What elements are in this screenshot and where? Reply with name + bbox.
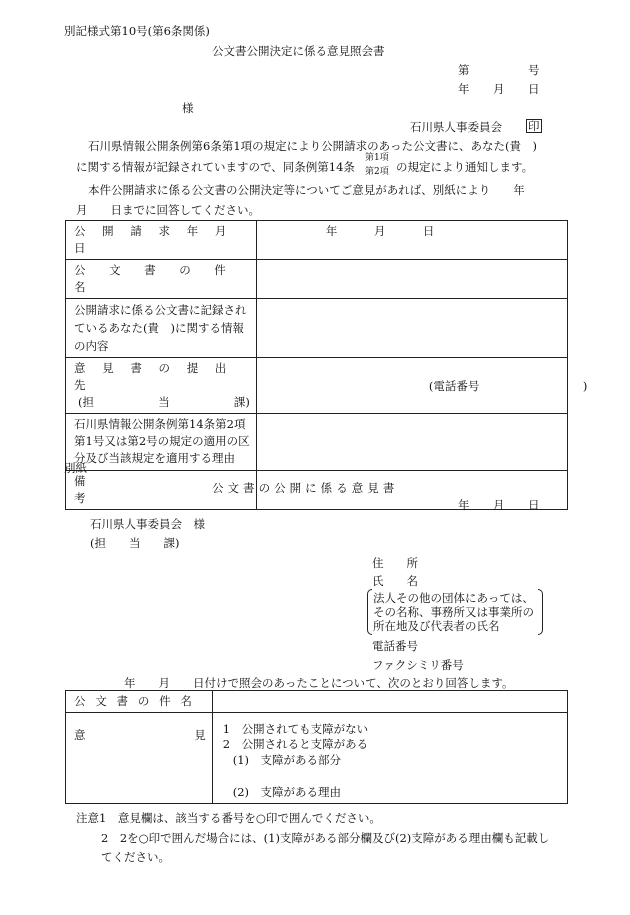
opinion-table: [65, 690, 568, 804]
form-number: 別記様式第10号(第6条関係): [64, 24, 210, 38]
body-line-2b: の規定により通知します。: [396, 160, 534, 174]
hindrance-part: (1) 支障がある部分: [232, 753, 342, 767]
table-row: [66, 299, 568, 358]
request-date-month: 月: [373, 224, 386, 238]
info-content-value[interactable]: [256, 299, 567, 358]
clause-reason-label: 石川県情報公開条例第14条第2項第1号又は第2号の規定の適用の区分及び当該規定を適用する理由: [74, 417, 250, 465]
number-dai: 第: [458, 63, 470, 77]
reply-statement: 年 月 日付けで照会のあったことについて、次のとおり回答します。: [124, 676, 514, 690]
document-title-label: 公文書の件名: [74, 263, 250, 294]
bracket-right: [538, 589, 543, 635]
table-row: [66, 260, 568, 299]
form2-addressee-section: (担 当 課): [90, 536, 180, 550]
section-close: 課): [233, 395, 250, 409]
fax-label: ファクシミリ番号: [372, 658, 464, 672]
body-line-1: 石川県情報公開条例第6条第1項の規定により公開請求のあった公文書に、あなた(貴 ): [88, 139, 537, 153]
date-day-label: 日: [528, 82, 540, 96]
document-title-value[interactable]: [256, 260, 567, 299]
opinion-label: [74, 727, 206, 744]
sender-name: 石川県人事委員会: [410, 120, 502, 134]
option-no-hindrance[interactable]: 1 公開されても支障がない: [222, 722, 369, 736]
request-date-day: 日: [422, 224, 435, 238]
body-line-3: 本件公開請求に係る公文書の公開決定等についてご意見があれば、別紙により 年: [88, 183, 525, 197]
table-row: [66, 358, 568, 414]
corp-note-line-1: 法人その他の団体にあっては、: [373, 591, 534, 605]
form2-title: 公文書の公開に係る意見書: [212, 481, 399, 495]
clause-fraction-bottom: 第2項: [365, 167, 389, 177]
clause-reason-value[interactable]: [256, 414, 567, 471]
opinion-label-a: 意: [74, 728, 86, 742]
address-label: 住 所: [372, 556, 418, 570]
form2-date-month: 月: [493, 498, 505, 512]
table-row: [66, 691, 568, 713]
note-2-line-a: 2 2を○印で囲んだ場合には、(1)支障がある部分欄及び(2)支障がある理由欄も記載し: [101, 831, 550, 845]
opinion-label-b: 見: [194, 728, 206, 742]
clause-fraction-top: 第1項: [365, 153, 389, 163]
form1-title: 公文書公開決定に係る意見照会書: [212, 44, 385, 58]
table-row: [66, 221, 568, 260]
note-1: 注意1 意見欄は、該当する番号を○印で囲んでください。: [76, 811, 381, 825]
seal-mark: 印: [528, 119, 540, 133]
option-hindrance[interactable]: 2 公開されると支障がある: [222, 737, 369, 751]
form2-document-title-value[interactable]: [212, 691, 567, 713]
phone-number-field[interactable]: (電話番号 ): [428, 379, 588, 393]
section-open: (担: [78, 395, 94, 409]
phone-label: 電話番号: [372, 639, 418, 653]
table-row: [66, 414, 568, 471]
submission-dest-label: 意見書の提出先: [74, 361, 244, 392]
request-date-year: 年: [325, 224, 338, 238]
corp-note-line-3: 所在地及び代表者の氏名: [373, 619, 500, 633]
corp-note-line-2: その名称、事務所又は事業所の: [373, 605, 534, 619]
bracket-left: [367, 589, 372, 635]
date-year-label: 年: [458, 82, 470, 96]
body-line-2a: に関する情報が記録されていますので、同条例第14条: [76, 160, 355, 174]
request-date-label: [74, 223, 250, 257]
info-content-label: 公開請求に係る公文書に記録されているあなた(貴 )に関する情報の内容: [74, 303, 247, 353]
remarks-label-text: 備考: [74, 474, 218, 505]
table-row: [66, 713, 568, 804]
addressee-honorific: 様: [182, 101, 194, 115]
submission-dest-section: [74, 394, 250, 411]
note-2-line-b: てください。: [101, 850, 170, 864]
notification-table: [65, 220, 588, 510]
section-mid: 当: [158, 395, 170, 409]
form2-date-year: 年: [458, 498, 470, 512]
body-line-4: 月 日までに回答してください。: [76, 203, 260, 217]
request-date-label-text: 公開請求年月日: [74, 224, 244, 255]
date-month-label: 月: [493, 82, 505, 96]
form2-document-title-label: 公文書の件名: [74, 694, 202, 708]
name-label: 氏 名: [372, 574, 418, 588]
form2-addressee: 石川県人事委員会 様: [90, 517, 205, 531]
hindrance-reason: (2) 支障がある理由: [232, 785, 342, 799]
number-go: 号: [528, 63, 540, 77]
attachment-label: 別紙: [64, 461, 87, 475]
form2-date-day: 日: [528, 498, 540, 512]
